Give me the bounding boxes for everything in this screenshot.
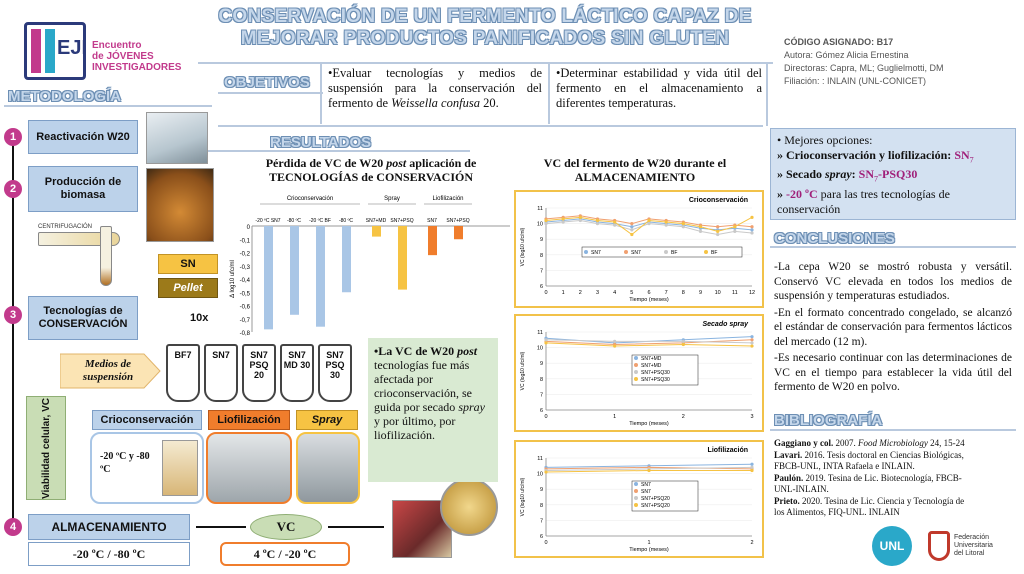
conclusion-2: -En el formato concentrado congelado, se alcanzó el estándar de conservación para fermentos lácticos del mercado (12 m). [774, 306, 1012, 348]
step-1-box: Reactivación W20 [28, 120, 138, 154]
legend-label: SN7+MD [641, 363, 662, 369]
y-axis-label: VC (log10 ufc/ml) [520, 227, 526, 267]
ful-line2: Universitaria [954, 542, 993, 549]
bib-3 [774, 473, 974, 495]
y-tick-label: -0,3 [239, 264, 250, 271]
y-tick-label: 10 [536, 471, 543, 478]
line-chart-spray [516, 316, 762, 430]
y-tick-label: -0,2 [239, 251, 250, 258]
vc-ellipse: VC [250, 514, 322, 540]
legend-label: BF [671, 250, 678, 256]
y-tick-label: 11 [537, 330, 543, 336]
data-point [562, 217, 565, 220]
x-tick-label: 0 [544, 290, 548, 296]
best-option-3 [777, 187, 1009, 217]
line-chart-cryo [516, 192, 762, 306]
legend-label: SN7 [591, 250, 601, 256]
methodology-heading: METODOLOGÍA [8, 88, 122, 105]
data-point [750, 225, 753, 228]
tube-sn7-md30: SN7 MD 30 [280, 344, 314, 402]
y-tick-label: 9 [539, 361, 543, 368]
data-point [544, 470, 547, 473]
y-tick-label: -0,1 [239, 238, 250, 245]
bib-1-pages: 24, 15-24 [927, 438, 965, 448]
bar-chart [226, 190, 514, 340]
objective-1-end: 20. [479, 96, 499, 110]
data-point [682, 222, 685, 225]
conclusions-text [774, 260, 1012, 397]
bar [428, 226, 437, 255]
biomass-photo [146, 168, 214, 242]
legend-label: SN7 [641, 482, 651, 488]
bib-2-author: Lavari. [774, 450, 803, 460]
y-tick-label: -0,5 [239, 291, 250, 298]
legend-label: SN7+PSQ30 [641, 377, 670, 383]
x-tick-label: 0 [544, 414, 548, 420]
viability-box [26, 396, 66, 500]
cryo-panel [90, 432, 204, 504]
x-tick-label: 7 [664, 290, 668, 296]
legend-label: SN7+PSQ20 [641, 503, 670, 509]
data-point [665, 220, 668, 223]
bib-2-text: 2016. Tesis doctoral en Ciencias Biológicas, FBCB-UNL, INTA Rafaela e INLAIN. [774, 450, 964, 471]
chart-title: Liofilización [707, 447, 748, 454]
conclusion-1: -La cepa W20 se mostró robusta y versátil. Conservó VC elevada en todos los medios de suspensión y temperaturas estudiados. [774, 261, 1012, 302]
legend-marker [634, 482, 638, 486]
data-point [750, 344, 753, 347]
legend-marker [634, 377, 638, 381]
x-tick-label: 2 [681, 414, 685, 420]
data-point [579, 216, 582, 219]
x-axis-label: Tiempo (meses) [629, 421, 669, 427]
legend-label: SN7+MD [641, 356, 662, 362]
data-point [596, 222, 599, 225]
assigned-code: CÓDIGO ASIGNADO: B17 [784, 37, 894, 47]
legend-label: SN7+PSQ30 [641, 370, 670, 376]
bar-category-label: SN7+PSQ [390, 218, 414, 224]
data-point [630, 222, 633, 225]
best-3c: para las tres tecnologías de conservación [777, 186, 950, 216]
legend-marker [634, 356, 638, 360]
arrow-to-photo [328, 526, 384, 528]
bar [398, 226, 407, 290]
arrow-to-vc [196, 526, 246, 528]
best-1b: SN [954, 148, 970, 162]
step-1-badge: 1 [4, 128, 22, 146]
bar-category-label: -80 ºC [286, 218, 302, 224]
divider [218, 92, 323, 94]
spray-panel [296, 432, 360, 504]
results-heading: RESULTADOS [270, 134, 372, 151]
divider [4, 105, 212, 107]
bar-category-label: -20 ºC BF [309, 218, 331, 224]
divider [548, 64, 550, 124]
legend-marker [634, 363, 638, 367]
data-point [750, 231, 753, 234]
legend-marker [704, 250, 708, 254]
data-point [647, 469, 650, 472]
bar-category-label: SN7 [427, 218, 437, 224]
data-point [647, 222, 650, 225]
data-point [630, 225, 633, 228]
bar [290, 226, 299, 315]
best-1a: » Crioconservación y liofilización: [777, 148, 955, 162]
bar-category-label: -20 ºC SN7 [255, 218, 281, 224]
data-point [613, 344, 616, 347]
legend-label: SN7 [631, 250, 641, 256]
bib-1-journal: Food Microbiology [858, 438, 928, 448]
data-point [716, 225, 719, 228]
data-point [750, 216, 753, 219]
divider [218, 125, 763, 127]
conclusions-heading: CONCLUSIONES [774, 230, 895, 247]
y-tick-label: 6 [539, 534, 543, 540]
best-2d: SN [858, 167, 875, 182]
data-point [630, 233, 633, 236]
cryo-temp-box: -20 ºC y -80 ºC [100, 451, 150, 475]
logo-line2: de JÓVENES [92, 51, 154, 62]
tube-sn7: SN7 [204, 344, 238, 402]
y-tick-label: 7 [539, 518, 543, 525]
logo-line3: INVESTIGADORES [92, 62, 182, 73]
bibliography-heading: BIBLIOGRAFÍA [774, 412, 883, 429]
tech-cryo: Crioconservación [92, 410, 202, 430]
bib-4 [774, 496, 974, 518]
viability-label: Viabilidad celular, VC [40, 397, 52, 499]
data-point [716, 230, 719, 233]
data-point [562, 220, 565, 223]
data-point [750, 335, 753, 338]
step-3-badge: 3 [4, 306, 22, 324]
y-tick-label: 7 [539, 268, 543, 275]
divider [320, 64, 322, 124]
unl-logo: UNL [872, 526, 912, 566]
x-tick-label: 8 [681, 290, 685, 296]
bar-category-label: SN7+PSQ [446, 218, 470, 224]
centrifuge-label: CENTRIFUGACIÓN [38, 224, 92, 230]
x-tick-label: 1 [613, 414, 617, 420]
bar [342, 226, 351, 292]
tech-lio: Liofilización [208, 410, 290, 430]
tube-sn7-psq30: SN7 PSQ 30 [318, 344, 352, 402]
data-point [699, 230, 702, 233]
note-c: tecnologías fue más afectada por crioconservación, se guida por secado [374, 358, 472, 414]
x-tick-label: 1 [561, 290, 565, 296]
y-tick-label: 10 [536, 221, 543, 228]
logo-text: EJI [57, 37, 88, 59]
x-axis-label: Tiempo (meses) [629, 297, 669, 303]
storage-temp: -20 ºC / -80 ºC [28, 542, 190, 566]
note-b: post [457, 344, 478, 358]
bar [372, 226, 381, 237]
page-title [190, 6, 780, 50]
y-axis-label: Δ log10 ufc/ml [230, 260, 236, 298]
tech-spray [296, 410, 358, 430]
x-tick-label: 2 [578, 290, 582, 296]
bib-1 [774, 438, 974, 449]
lio-panel [206, 432, 292, 504]
data-point [647, 219, 650, 222]
bar [264, 226, 273, 329]
objective-1-species: Weissella confusa [391, 96, 480, 110]
data-point [544, 338, 547, 341]
logo-line1: Encuentro [92, 40, 142, 51]
author: Autora: Gómez Alicia Ernestina [784, 50, 909, 60]
line-chart-title: VC del fermento de W20 durante el ALMACENAMIENTO [543, 156, 727, 184]
bar-title-a: Pérdida de VC de W20 [265, 156, 387, 170]
cryo-photo [162, 440, 198, 496]
best-3a: » [777, 186, 786, 201]
bib-1-year: 2007. [833, 438, 859, 448]
ful-line3: del Litoral [954, 550, 985, 557]
tech-spray-label: Spray [311, 413, 343, 426]
best-2b: spray [825, 167, 852, 182]
y-tick-label: -0,7 [239, 317, 250, 324]
affiliation: Filiación: : INLAIN (UNL-CONICET) [784, 76, 927, 86]
ful-line1: Federación [954, 534, 990, 541]
x-tick-label: 9 [698, 290, 703, 296]
x-tick-label: 11 [731, 290, 738, 296]
y-tick-label: 10 [536, 345, 543, 352]
step-4-badge: 4 [4, 518, 22, 536]
x-tick-label: 1 [647, 540, 651, 546]
note-a: •La VC de W20 [374, 344, 458, 358]
legend-marker [634, 489, 638, 493]
x-tick-label: 2 [750, 540, 754, 546]
data-point [544, 219, 547, 222]
data-point [699, 225, 702, 228]
divider [770, 429, 1016, 431]
sn-box: SN [158, 254, 218, 274]
data-point [682, 225, 685, 228]
data-point [750, 338, 753, 341]
legend-marker [634, 496, 638, 500]
y-axis-label: VC (log10 ufc/ml) [520, 351, 526, 391]
line-chart-lio [516, 442, 762, 556]
data-point [750, 228, 753, 231]
conclusion-3: -Es necesario continuar con las determinaciones de VC en el tiempo para establecer la vida útil del fermento de W20 en polvo. [774, 352, 1012, 393]
data-point [682, 340, 685, 343]
y-axis-label: VC (log10 ufc/ml) [520, 477, 526, 517]
x-tick-label: 4 [613, 290, 617, 296]
best-options-box [770, 128, 1016, 220]
data-point [750, 463, 753, 466]
data-point [544, 341, 547, 344]
y-tick-label: 11 [537, 456, 543, 462]
objectives-heading: OBJETIVOS [224, 74, 310, 91]
y-tick-label: 8 [539, 502, 543, 509]
data-point [613, 340, 616, 343]
dilution-label: 10x [190, 312, 209, 324]
legend-marker [634, 503, 638, 507]
divider [198, 62, 773, 64]
x-tick-label: 10 [714, 290, 721, 296]
ful-logo [928, 528, 1018, 564]
y-tick-label: 7 [539, 392, 543, 399]
best-options-title: • Mejores opciones: [777, 133, 873, 147]
tube-sn7-psq20: SN7 PSQ 20 [242, 344, 276, 402]
ful-icon [928, 531, 950, 561]
data-point [613, 224, 616, 227]
bar-group-label: Crioconservación [286, 196, 334, 202]
data-point [716, 233, 719, 236]
bib-3-text: 2019. Tesina de Lic. Biotecnología, FBCB-UNL-INLAIN. [774, 473, 962, 494]
title-line-1: CONSERVACIÓN DE UN FERMENTO LÁCTICO CAPAZ DE [218, 6, 752, 27]
bar-title-c: aplicación de TECNOLOGÍAS de CONSERVACIÓN [268, 156, 477, 184]
data-point [750, 469, 753, 472]
x-tick-label: 3 [595, 290, 600, 296]
y-tick-label: 0 [246, 225, 250, 231]
y-tick-label: -0,8 [239, 331, 250, 337]
tube-row [166, 344, 362, 406]
bib-3-author: Paulón. [774, 473, 804, 483]
bib-2 [774, 450, 974, 472]
x-axis-label: Tiempo (meses) [629, 547, 669, 553]
best-option-2: » Secado spray: $SN_7-PSQ30$ [777, 167, 918, 184]
bar-category-label: -80 ºC [338, 218, 354, 224]
best-2a: » Secado [777, 167, 825, 182]
data-point [682, 343, 685, 346]
step-2-badge: 2 [4, 180, 22, 198]
pellet-box [158, 278, 218, 298]
step-4-box: ALMACENAMIENTO [28, 514, 190, 540]
y-tick-label: 11 [537, 206, 543, 212]
title-line-2: MEJORAR PRODUCTOS PANIFICADOS SIN GLUTEN [240, 28, 730, 49]
y-tick-label: -0,6 [239, 304, 250, 311]
legend-marker [664, 250, 668, 254]
legend-marker [634, 370, 638, 374]
centrifuge-tube-vertical [100, 226, 112, 286]
step-2-box: Producción de biomasa [28, 166, 138, 212]
data-point [733, 225, 736, 228]
best-option-1: » Crioconservación y liofilización: $SN_7$ [777, 148, 974, 165]
suspension-media-arrow [60, 350, 162, 392]
y-tick-label: 9 [539, 487, 543, 494]
bar-group-label: Spray [384, 196, 400, 202]
logo-block [24, 22, 194, 82]
y-tick-label: 8 [539, 376, 543, 383]
step-3-box: Tecnologías de CONSERVACIÓN [28, 296, 138, 340]
petri-photo [440, 478, 498, 536]
reactivation-photo [146, 112, 208, 164]
bib-4-text: 2020. Tesina de Lic. Ciencia y Tecnología de los Alimentos, FIQ-UNL. INLAIN [774, 496, 965, 517]
data-point [596, 219, 599, 222]
results-note [368, 338, 498, 482]
note-e: y por último, por liofilización. [374, 414, 456, 442]
eji-logo [24, 22, 86, 80]
data-point [733, 230, 736, 233]
y-tick-label: 9 [539, 237, 543, 244]
legend-label: SN7 [641, 489, 651, 495]
bar [316, 226, 325, 327]
best-2e: -PSQ30 [878, 167, 918, 182]
pellet-label: Pellet [173, 281, 203, 294]
tube-bf7: BF7 [166, 344, 200, 402]
data-point [544, 222, 547, 225]
bar-title-b: post [386, 156, 407, 170]
y-tick-label: 6 [539, 284, 543, 290]
bar-group-label: Liofilización [432, 196, 464, 202]
x-tick-label: 12 [748, 290, 756, 296]
data-point [750, 341, 753, 344]
note-d: spray [458, 400, 485, 414]
objective-2: •Determinar estabilidad y vida útil del fermento en el almacenamiento a diferentes temperaturas. [556, 66, 762, 110]
meta-block [784, 36, 1020, 88]
x-tick-label: 6 [647, 290, 651, 296]
bib-1-author: Gaggiano y col. [774, 438, 834, 448]
chart-title: Crioconservación [688, 197, 748, 204]
y-tick-label: -0,4 [239, 278, 250, 284]
objective-1-text: •Evaluar tecnologías y medios de suspensión para la conservación del fermento de [328, 66, 542, 110]
objective-1 [328, 66, 542, 111]
bibliography-list [774, 438, 974, 519]
suspension-media-label: Medios de suspensión [82, 358, 134, 383]
bar [454, 226, 463, 239]
x-tick-label: 3 [750, 414, 754, 420]
vc-temp: 4 ºC / -20 ºC [220, 542, 350, 566]
data-point [630, 228, 633, 231]
data-point [613, 220, 616, 223]
y-tick-label: 8 [539, 252, 543, 259]
chart-title: Secado spray [702, 321, 748, 328]
x-tick-label: 5 [630, 290, 634, 296]
bar-category-label: SN7+MD [365, 218, 387, 224]
y-tick-label: 6 [539, 408, 543, 414]
data-point [665, 224, 668, 227]
bar-chart-title [236, 156, 506, 184]
divider [766, 64, 768, 126]
legend-label: BF [711, 250, 718, 256]
best-3b: -20 ºC [786, 186, 818, 201]
legend-marker [584, 250, 588, 254]
best-2c: : [851, 167, 859, 182]
directors: Directoras: Capra, ML; Guglielmotti, DM [784, 63, 944, 73]
data-point [750, 466, 753, 469]
data-point [579, 219, 582, 222]
x-tick-label: 0 [544, 540, 548, 546]
bib-4-author: Prieto. [774, 496, 800, 506]
legend-marker [624, 250, 628, 254]
legend-label: SN7+PSQ20 [641, 496, 670, 502]
legend-box [582, 247, 742, 257]
